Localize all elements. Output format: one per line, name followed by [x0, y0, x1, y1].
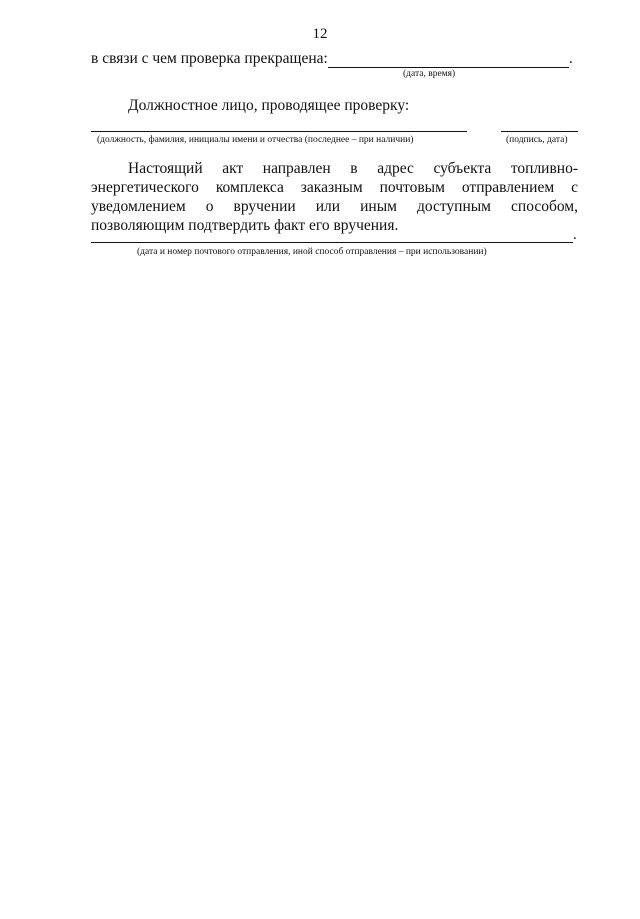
mailing-end-punct: . — [573, 227, 577, 243]
mailing-details-field[interactable] — [91, 242, 573, 243]
official-name-caption: (должность, фамилия, инициалы имени и отчества (последнее – при наличии) — [97, 135, 414, 145]
official-name-field[interactable] — [91, 131, 467, 132]
official-signature-field[interactable] — [501, 131, 578, 132]
official-label: Должностное лицо, проводящее проверку: — [128, 97, 410, 114]
termination-end-punct: . — [568, 50, 573, 67]
mailing-caption: (дата и номер почтового отправления, иной способ отправления – при использовании) — [137, 247, 487, 257]
notice-paragraph: Настоящий акт направлен в адрес субъекта топливно-энергетического комплекса заказным почтовым отправлением с уведомлением о вручении или иным доступным способом, позволяющим подтвердить факт его вручения. — [91, 160, 578, 234]
official-signature-caption: (подпись, дата) — [506, 135, 568, 145]
termination-line — [91, 50, 573, 68]
page-number: 12 — [312, 26, 328, 42]
termination-datetime-field[interactable] — [328, 53, 569, 68]
datetime-caption: (дата, время) — [403, 69, 456, 79]
termination-text: в связи с чем проверка прекращена: — [91, 50, 328, 67]
